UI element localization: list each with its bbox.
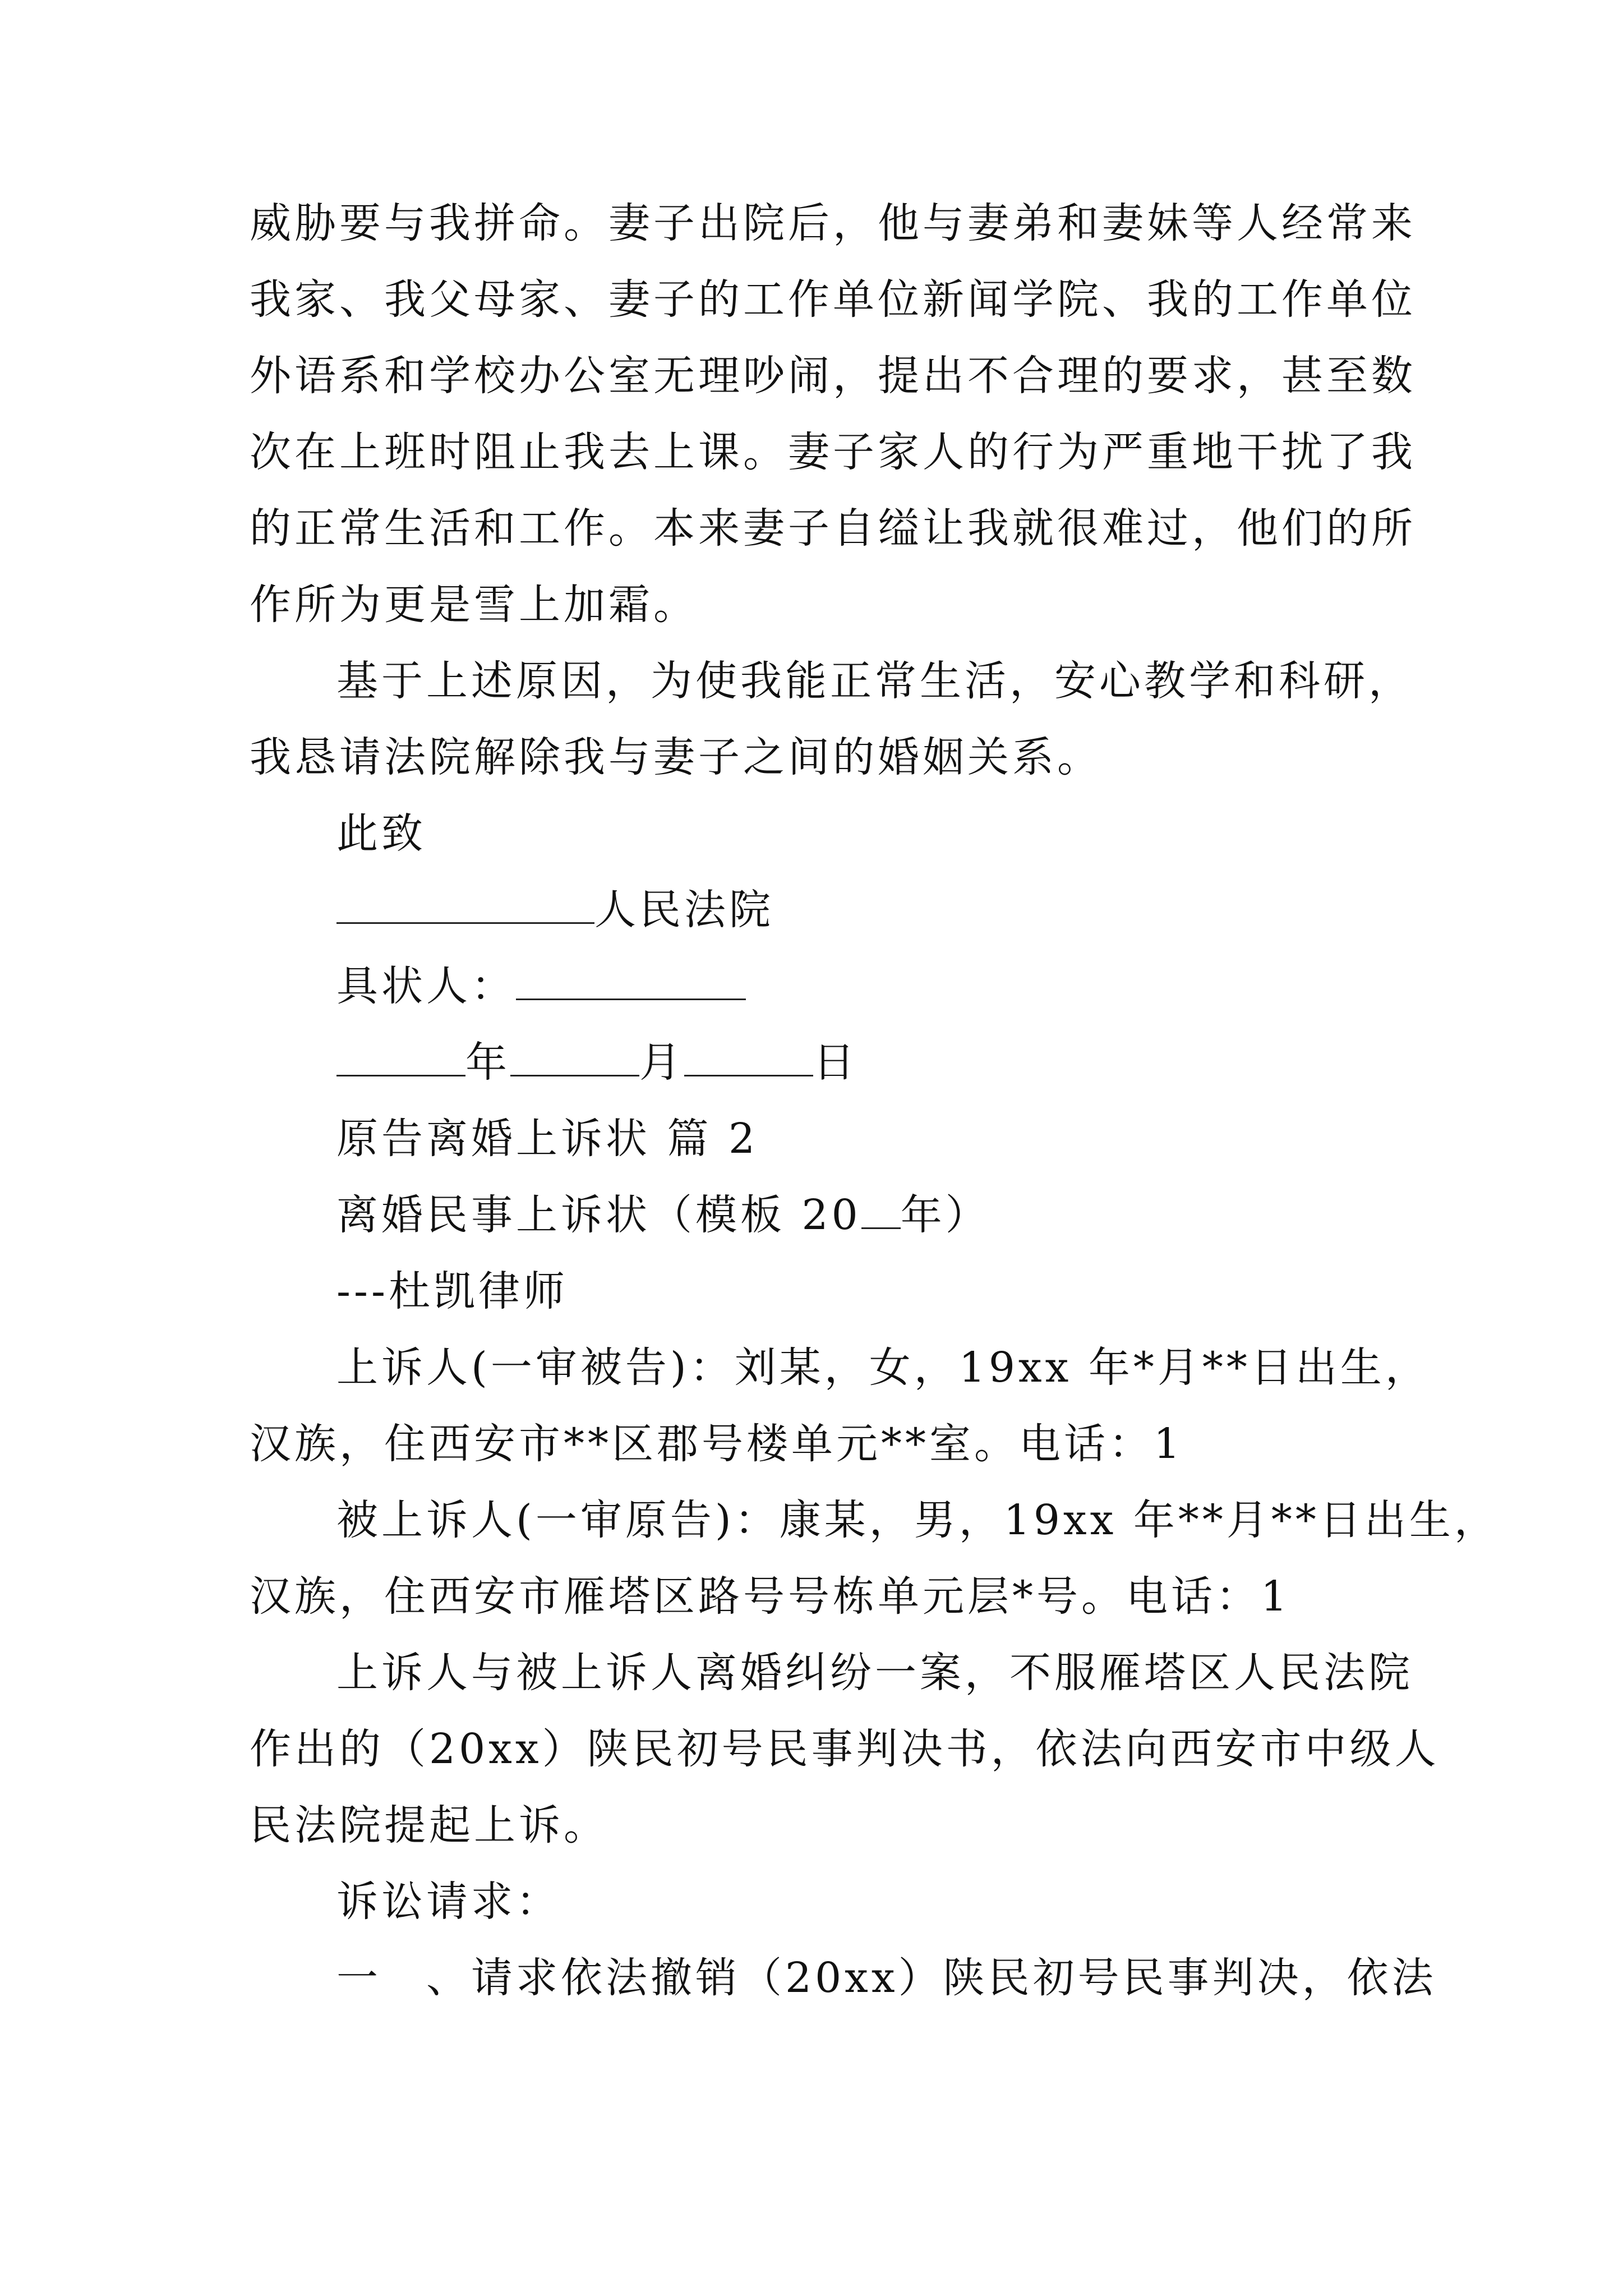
author-line: ---杜凯律师: [336, 1267, 569, 1315]
signer-label: 具状人：: [336, 962, 516, 1010]
section-heading: 原告离婚上诉状 篇 2: [336, 1115, 759, 1163]
paragraph-line: 民法院提起上诉。: [250, 1801, 608, 1849]
paragraph-line: 外语系和学校办公室无理吵闹，提出不合理的要求，甚至数: [250, 352, 1416, 400]
paragraph-line: 上诉人(一审被告)：刘某，女，19xx 年*月**日出生，: [336, 1343, 1430, 1392]
salutation: 此致: [336, 809, 426, 858]
signer-blank: [516, 959, 746, 1000]
paragraph-line: 威胁要与我拼命。妻子出院后，他与妻弟和妻妹等人经常来: [250, 199, 1416, 247]
paragraph-line: 作出的（20xx）陕民初号民事判决书，依法向西安市中级人: [250, 1725, 1440, 1773]
signer-line: [336, 958, 1475, 1014]
paragraph-line: 汉族，住西安市雁塔区路号号栋单元层*号。电话：1: [250, 1572, 1291, 1621]
year-suffix-blank: [861, 1188, 901, 1229]
paragraph-line: 被上诉人(一审原告)：康某，男，19xx 年**月**日出生，: [336, 1496, 1499, 1544]
year-label: 年: [465, 1038, 510, 1087]
paragraph-line: 次在上班时阻止我去上课。妻子家人的行为严重地干扰了我: [250, 428, 1416, 476]
court-label: 人民法院: [594, 886, 774, 934]
paragraph-line: 汉族，住西安市**区郡号楼单元**室。电话：1: [250, 1420, 1184, 1468]
court-line: [336, 882, 1475, 938]
year-blank: [336, 1036, 465, 1076]
paragraph-line: 我家、我父母家、妻子的工作单位新闻学院、我的工作单位: [250, 275, 1416, 324]
template-title-start: 离婚民事上诉状（模板 20: [336, 1191, 861, 1239]
template-title: [336, 1187, 1475, 1243]
court-blank: [336, 883, 594, 924]
month-blank: [510, 1036, 639, 1076]
paragraph-line: 作所为更是雪上加霜。: [250, 581, 698, 629]
claims-heading: 诉讼请求：: [336, 1878, 561, 1926]
template-title-end: 年）: [900, 1191, 990, 1239]
paragraph-line: 一 、请求依法撤销（20xx）陕民初号民事判决，依法: [336, 1954, 1437, 2002]
paragraph-line: 我恳请法院解除我与妻子之间的婚姻关系。: [250, 733, 1102, 781]
paragraph-line: 上诉人与被上诉人离婚纠纷一案，不服雁塔区人民法院: [336, 1649, 1413, 1697]
day-label: 日: [813, 1038, 858, 1087]
date-line: [336, 1034, 1475, 1091]
month-label: 月: [639, 1038, 684, 1087]
paragraph-line: 的正常生活和工作。本来妻子自缢让我就很难过，他们的所: [250, 504, 1416, 553]
paragraph-line: 基于上述原因，为使我能正常生活，安心教学和科研，: [336, 657, 1413, 705]
day-blank: [684, 1036, 813, 1076]
